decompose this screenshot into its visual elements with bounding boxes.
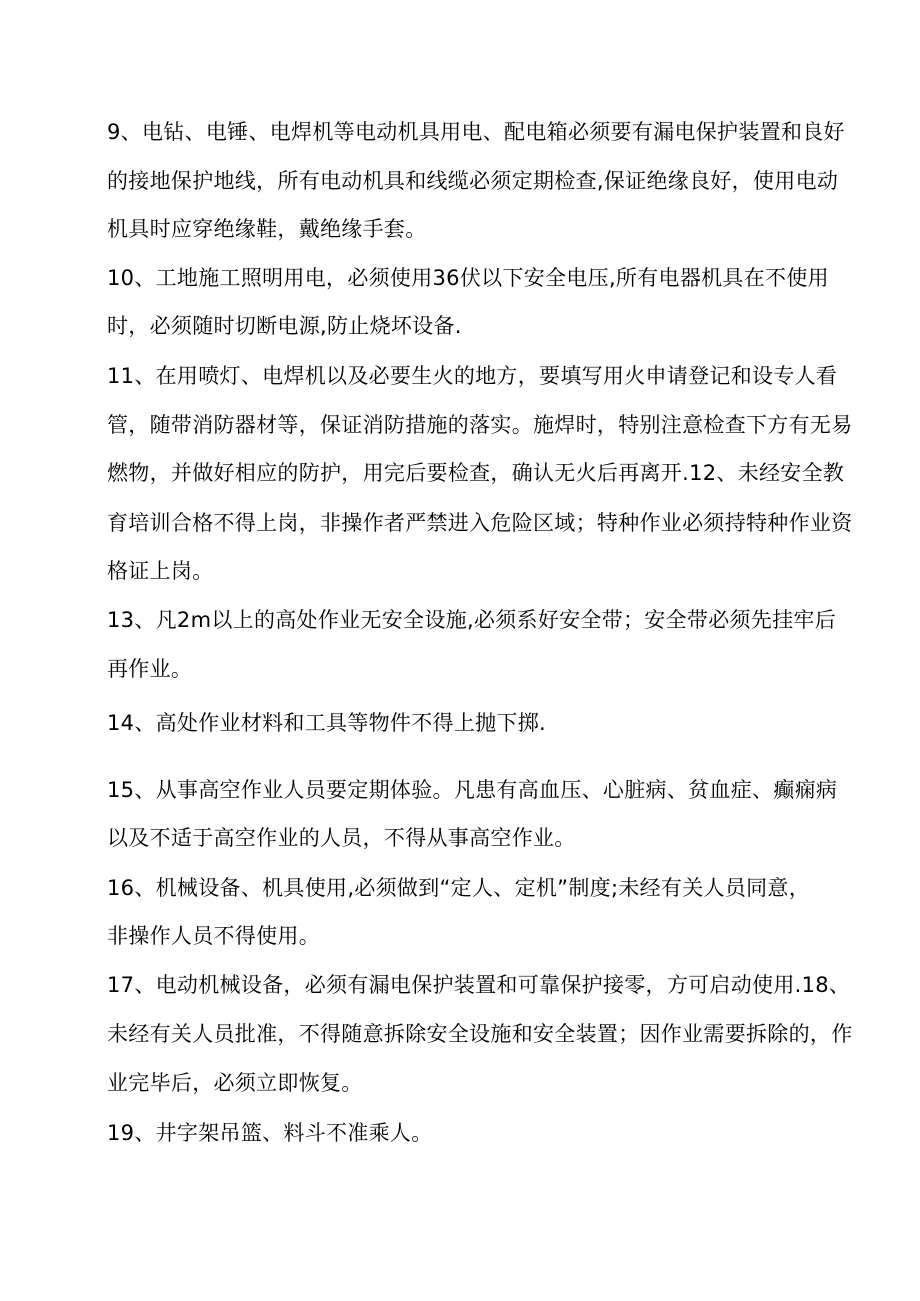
text-line: 的接地保护地线，所有电动机具和线缆必须定期检查,保证绝缘良好，使用电动 <box>107 169 839 193</box>
text-line: 10、工地施工照明用电，必须使用36伏以下安全电压,所有电器机具在不使用 <box>107 266 829 290</box>
text-line: 以及不适于高空作业的人员，不得从事高空作业。 <box>107 826 576 850</box>
text-line: 业完毕后，必须立即恢复。 <box>107 1071 363 1095</box>
text-line: 15、从事高空作业人员要定期体验。凡患有高血压、心脏病、贫血症、癫痫病 <box>107 778 838 802</box>
text-line: 燃物，并做好相应的防护，用完后要检查，确认无火后再离开.12、未经安全教 <box>107 461 845 485</box>
text-line: 19、井字架吊篮、料斗不准乘人。 <box>107 1121 433 1145</box>
text-line: 未经有关人员批准，不得随意拆除安全设施和安全装置；因作业需要拆除的，作 <box>107 1022 853 1046</box>
text-line: 时，必须随时切断电源,防止烧坏设备. <box>107 314 462 338</box>
text-line: 11、在用喷灯、电焊机以及必要生火的地方，要填写用火申请登记和设专人看 <box>107 364 838 388</box>
text-line: 9、电钻、电锤、电焊机等电动机具用电、配电箱必须要有漏电保护装置和良好 <box>107 120 845 144</box>
text-line: 管，随带消防器材等，保证消防措施的落实。施焊时，特别注意检查下方有无易 <box>107 413 853 437</box>
text-line: 格证上岗。 <box>107 559 214 583</box>
text-line: 13、凡2m以上的高处作业无安全设施,必须系好安全带；安全带必须先挂牢后 <box>107 608 837 632</box>
text-line: 机具时应穿绝缘鞋，戴绝缘手套。 <box>107 217 427 241</box>
text-line: 16、机械设备、机具使用,必须做到“定人、定机”制度;未经有关人员同意， <box>107 876 811 900</box>
text-line: 再作业。 <box>107 657 193 681</box>
text-line: 14、高处作业材料和工具等物件不得上抛下掷. <box>107 711 546 735</box>
text-line: 非操作人员不得使用。 <box>107 924 320 948</box>
text-line: 育培训合格不得上岗，非操作者严禁进入危险区域；特种作业必须持特种作业资 <box>107 511 853 535</box>
text-line: 17、电动机械设备，必须有漏电保护装置和可靠保护接零，方可启动使用.18、 <box>107 973 851 997</box>
